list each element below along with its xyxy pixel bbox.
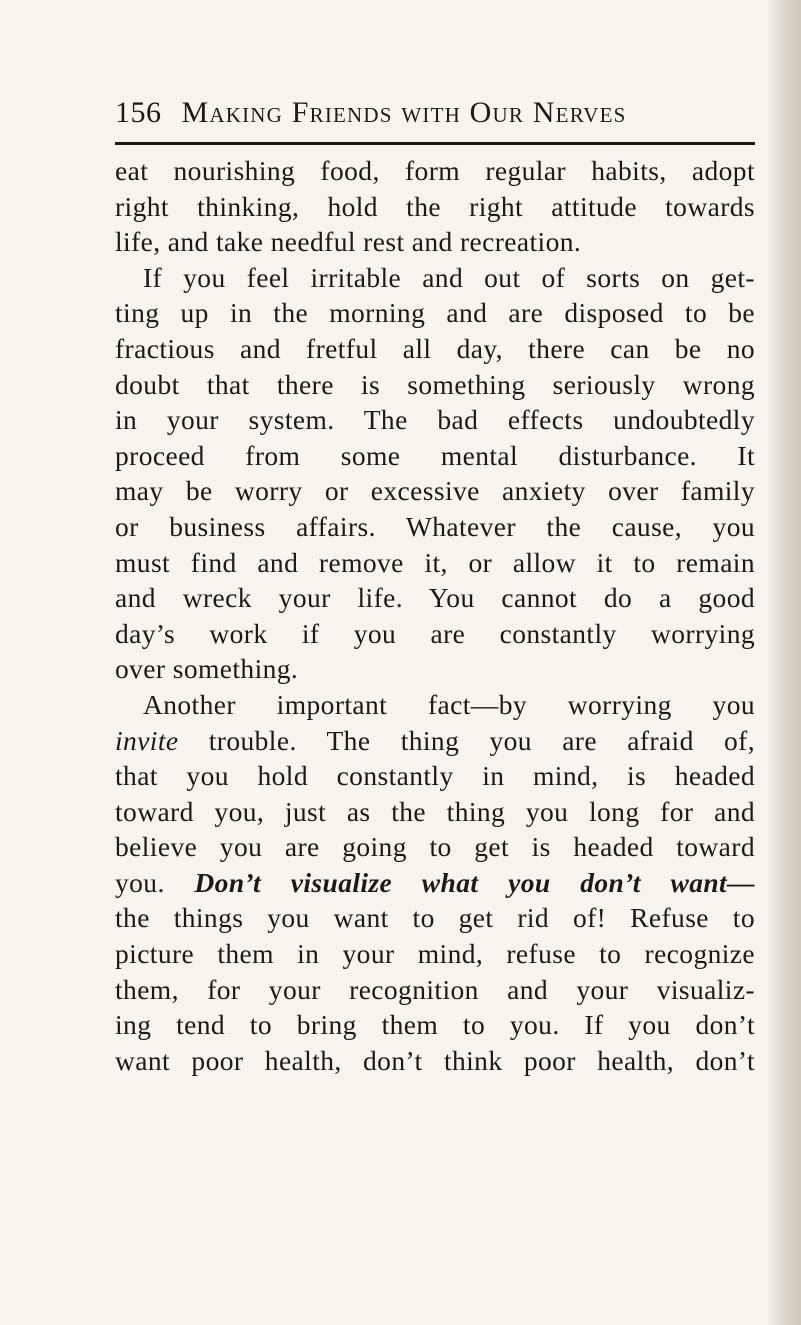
text-line: toward you, just as the thing you long for and [115, 795, 755, 827]
text-line: If you feel irritable and out of sorts on get- [143, 261, 755, 293]
text-line: and wreck your life. You cannot do a good [115, 582, 755, 614]
text-line: fractious and fretful all day, there can be no [115, 332, 755, 364]
text-line: that you hold constantly in mind, is headed [115, 760, 755, 792]
text-fragment: trouble. The thing you are afraid of, [178, 724, 755, 756]
text-line: picture them in your mind, refuse to recognize [115, 938, 755, 970]
text-line: must find and remove it, or allow it to remain [115, 546, 755, 578]
text-line: eat nourishing food, form regular habits, adopt [115, 155, 755, 186]
text-line: ting up in the morning and are disposed to be [115, 297, 755, 329]
page-edge-shadow [767, 0, 801, 1325]
running-head [115, 96, 755, 140]
text-line: right thinking, hold the right attitude towards [115, 190, 755, 222]
book-page [115, 96, 755, 1078]
text-line: may be worry or excessive anxiety over family [115, 475, 755, 507]
text-line: them, for your recognition and your visualiz- [115, 973, 755, 1005]
page-number: 156 [115, 96, 162, 129]
text-line: Another important fact—by worrying you [143, 688, 755, 720]
text-line: proceed from some mental disturbance. It [115, 439, 755, 471]
text-line: want poor health, don’t think poor health, don’t [115, 1044, 755, 1076]
body-text [115, 153, 755, 1078]
text-line [115, 865, 755, 901]
text-line: the things you want to get rid of! Refuse to [115, 902, 755, 934]
text-line: or business affairs. Whatever the cause, you [115, 510, 755, 542]
text-fragment: you. [115, 866, 195, 898]
text-line: in your system. The bad effects undoubtedly [115, 404, 755, 436]
text-line: life, and take needful rest and recreation. [115, 226, 582, 258]
header-rule [115, 142, 755, 145]
text-line: over something. [115, 653, 299, 685]
text-line [115, 723, 755, 759]
text-line: doubt that there is something seriously wrong [115, 368, 755, 400]
text-line: day’s work if you are constantly worrying [115, 617, 755, 649]
emphasis-text: Don’t visualize what you don’t want— [194, 866, 755, 898]
text-line: ing tend to bring them to you. If you don’t [115, 1009, 755, 1041]
book-title: Making Friends with Our Nerves [181, 96, 627, 129]
emphasis-text: invite [115, 724, 179, 756]
text-line: believe you are going to get is headed toward [115, 831, 755, 863]
